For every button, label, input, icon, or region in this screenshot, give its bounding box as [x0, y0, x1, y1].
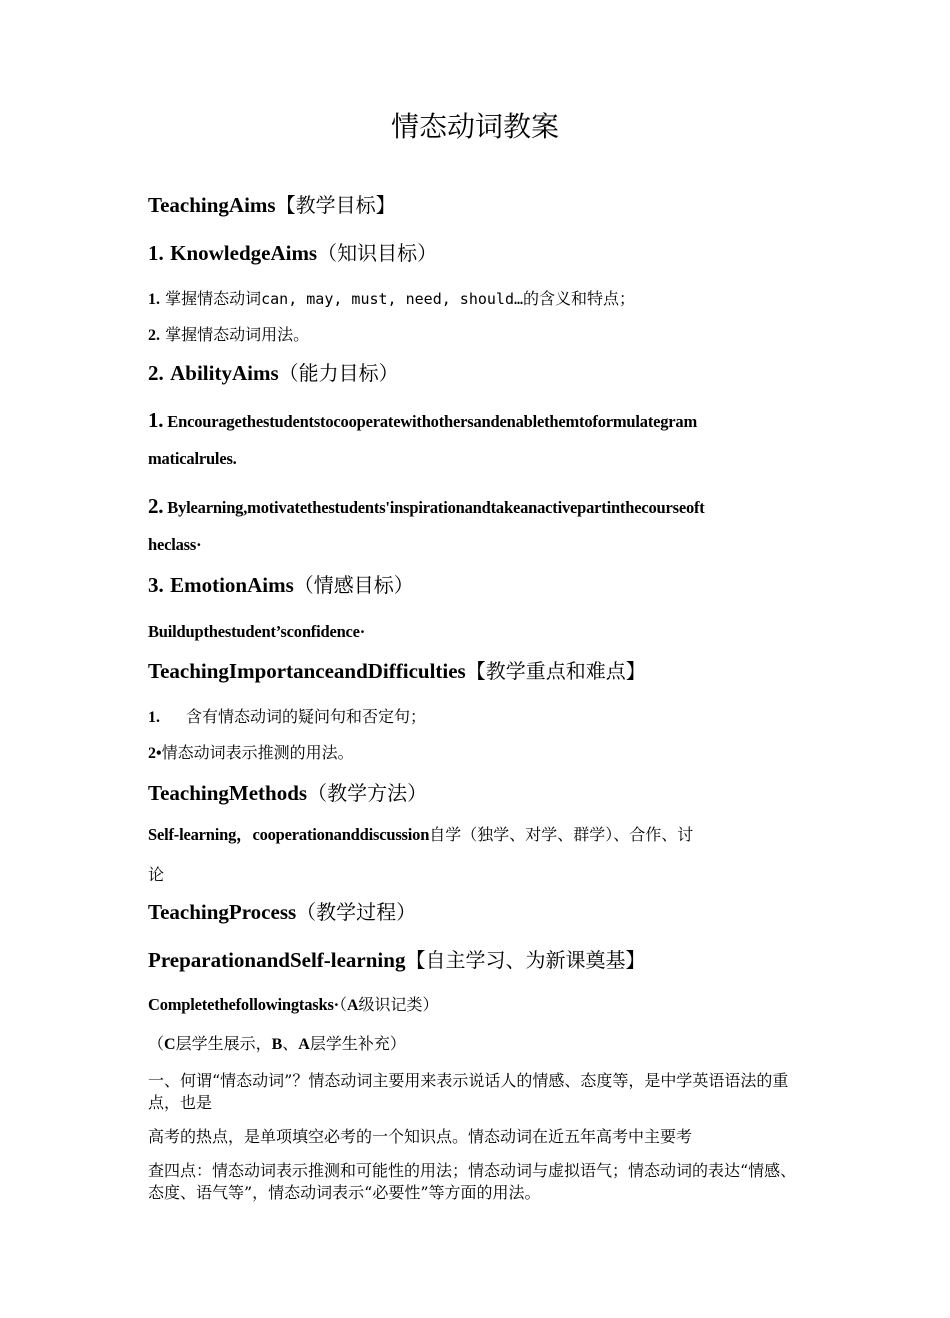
level-c: C: [164, 1036, 176, 1053]
tasks-zh-open: （: [338, 995, 347, 1014]
heading-zh: （教学过程）: [296, 900, 417, 924]
modal-words: can, may, must, need, should…: [261, 290, 524, 308]
item-number: 3.: [148, 573, 164, 597]
heading-en: TeachingMethods: [148, 781, 308, 805]
heading-en: KnowledgeAims: [170, 241, 318, 265]
display-text-2: 层学生补充）: [309, 1034, 406, 1053]
item-text: 含有情态动词的疑问句和否定句；: [186, 707, 427, 726]
ability-item-2-line1: [148, 494, 808, 520]
heading-zh: 【自主学习、为新课奠基】: [405, 948, 646, 972]
item-number: 1.: [148, 408, 164, 432]
heading-zh: （知识目标）: [317, 241, 438, 265]
importance-item-2: [148, 741, 808, 766]
section-heading-importance: [148, 659, 808, 683]
heading-en: TeachingAims: [148, 193, 276, 217]
item-number: 1.: [148, 291, 160, 308]
display-text-1: 层学生展示，: [175, 1034, 272, 1053]
item-text: 掌握情态动词: [165, 289, 262, 308]
item-number: 1.: [148, 709, 160, 726]
level-a: A: [346, 997, 359, 1014]
subheading-ability-aims: [148, 361, 808, 385]
item-number: 2•: [148, 745, 162, 762]
tasks-zh: 级识记类）: [358, 995, 439, 1014]
heading-zh: （教学方法）: [307, 781, 428, 805]
display-sep: 、: [282, 1034, 299, 1053]
subheading-knowledge-aims: [148, 241, 808, 265]
methods-zh: 自学（独学、对学、群学）、合作、讨: [429, 825, 694, 844]
item-text: Bylearning,motivatethestudents'inspirationandtakeanactivepartinthecourseoft: [167, 498, 705, 517]
methods-text-line2: 论: [148, 865, 165, 884]
subheading-emotion-aims: [148, 573, 808, 597]
section-heading-preparation: [148, 948, 808, 972]
methods-en: Self-learning，cooperationanddiscussion: [148, 825, 430, 844]
item-number: 2.: [148, 327, 160, 344]
paragraph-2: 高考的热点，是单项填空必考的一个知识点。情态动词在近五年高考中主要考: [148, 1127, 693, 1146]
ability-item-1-line2: maticalrules.: [148, 449, 237, 468]
level-a-2: A: [298, 1036, 310, 1053]
paragraph-3: 查四点：情态动词表示推测和可能性的用法；情态动词与虚拟语气；情态动词的表达“情感、态度、语气等”，情态动词表示“必要性”等方面的用法。: [148, 1161, 797, 1202]
heading-en: PreparationandSelf-learning: [148, 948, 406, 972]
level-b: B: [271, 1036, 283, 1053]
item-number: 1.: [148, 241, 164, 265]
paragraph-1: 一、何谓“情态动词”？情态动词主要用来表示说话人的情感、态度等，是中学英语语法的重点，也是: [148, 1071, 789, 1112]
methods-text-line1: [148, 823, 808, 847]
tasks-line: [148, 993, 808, 1018]
emotion-item-1: Buildupthestudent’sconfidence·: [148, 622, 366, 641]
item-number: 2.: [148, 361, 164, 385]
heading-en: EmotionAims: [170, 573, 294, 597]
section-heading-process: [148, 900, 808, 924]
heading-zh: （能力目标）: [278, 361, 399, 385]
knowledge-item-1: [148, 287, 808, 312]
heading-en: AbilityAims: [170, 361, 279, 385]
display-open: （: [148, 1034, 165, 1053]
heading-en: TeachingImportanceandDifficulties: [148, 659, 466, 683]
heading-en: TeachingProcess: [148, 900, 297, 924]
item-text: 掌握情态动词用法。: [165, 325, 310, 344]
ability-item-1-line1: [148, 408, 808, 434]
item-text: 情态动词表示推测的用法。: [161, 743, 354, 762]
tasks-en: Completethefollowingtasks·: [148, 995, 339, 1014]
item-number: 2.: [148, 494, 164, 518]
knowledge-item-2: [148, 323, 808, 348]
section-heading-teaching-aims: [148, 193, 808, 217]
heading-zh: 【教学目标】: [275, 193, 396, 217]
section-heading-methods: [148, 781, 808, 805]
document-title: 情态动词教案: [390, 110, 559, 143]
item-text: Encouragethestudentstocooperatewithothersandenablethemtoformulategram: [167, 412, 698, 431]
display-line: [148, 1032, 808, 1057]
ability-item-2-line2: heclass·: [148, 535, 202, 554]
importance-item-1: [148, 705, 808, 730]
item-text-end: 的含义和特点；: [523, 289, 636, 308]
heading-zh: 【教学重点和难点】: [465, 659, 646, 683]
heading-zh: （情感目标）: [293, 573, 414, 597]
